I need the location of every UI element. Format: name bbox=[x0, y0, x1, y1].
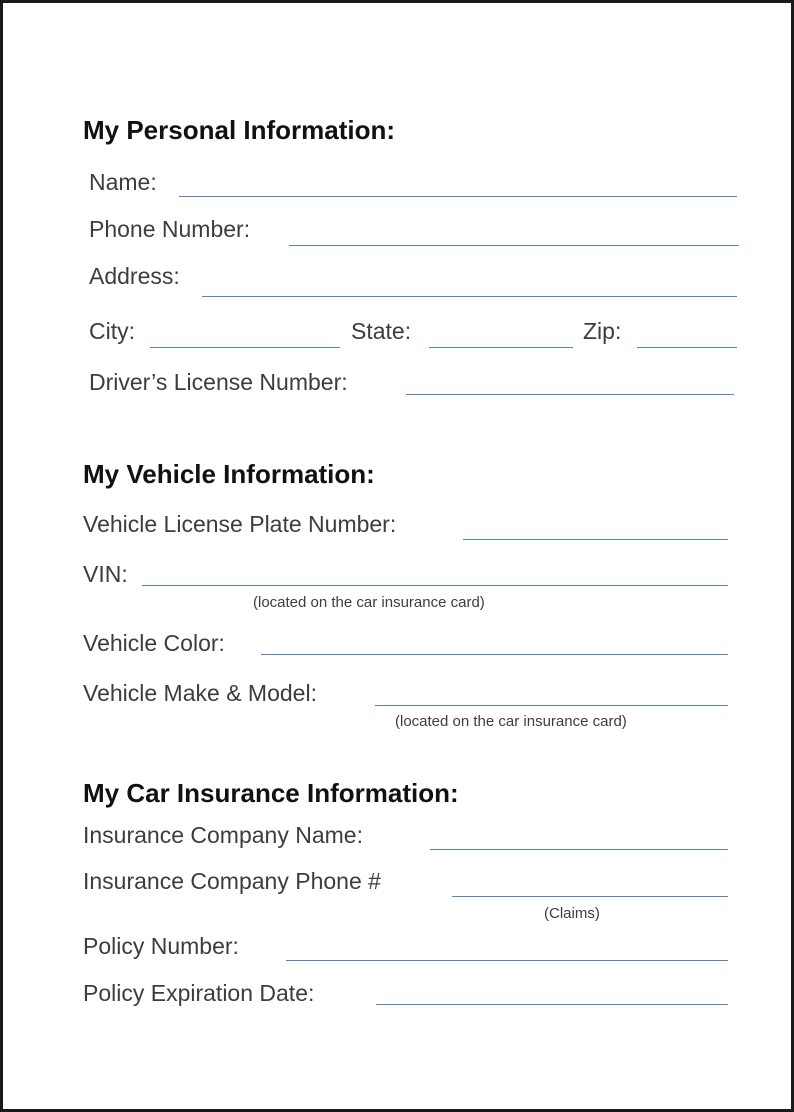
make-model-label: Vehicle Make & Model: bbox=[83, 680, 317, 706]
vehicle-color-label: Vehicle Color: bbox=[83, 630, 225, 656]
claims-note: (Claims) bbox=[544, 905, 600, 922]
insurance-company-name-label: Insurance Company Name: bbox=[83, 822, 363, 848]
drivers-license-field[interactable] bbox=[406, 394, 734, 395]
policy-expiration-field[interactable] bbox=[376, 1004, 728, 1005]
insurance-company-phone-field[interactable] bbox=[452, 896, 728, 897]
insurance-company-phone-label: Insurance Company Phone # bbox=[83, 868, 381, 894]
zip-field[interactable] bbox=[637, 347, 737, 348]
make-model-field[interactable] bbox=[375, 705, 728, 706]
make-model-note: (located on the car insurance card) bbox=[395, 713, 627, 730]
phone-number-field[interactable] bbox=[289, 245, 739, 246]
policy-expiration-label: Policy Expiration Date: bbox=[83, 980, 315, 1006]
personal-info-heading: My Personal Information: bbox=[83, 115, 396, 145]
name-field[interactable] bbox=[179, 196, 737, 197]
policy-number-field[interactable] bbox=[286, 960, 728, 961]
city-field[interactable] bbox=[150, 347, 340, 348]
vin-note: (located on the car insurance card) bbox=[253, 594, 485, 611]
vehicle-info-heading: My Vehicle Information: bbox=[83, 459, 375, 489]
zip-label: Zip: bbox=[583, 318, 622, 344]
state-field[interactable] bbox=[429, 347, 573, 348]
state-label: State: bbox=[351, 318, 412, 344]
license-plate-field[interactable] bbox=[463, 539, 728, 540]
vin-label: VIN: bbox=[83, 561, 128, 587]
policy-number-label: Policy Number: bbox=[83, 933, 239, 959]
insurance-company-name-field[interactable] bbox=[430, 849, 728, 850]
name-label: Name: bbox=[89, 169, 157, 195]
drivers-license-label: Driver’s License Number: bbox=[89, 369, 348, 395]
city-label: City: bbox=[89, 318, 135, 344]
vin-field[interactable] bbox=[142, 585, 728, 586]
insurance-info-heading: My Car Insurance Information: bbox=[83, 778, 459, 808]
address-field[interactable] bbox=[202, 296, 737, 297]
license-plate-label: Vehicle License Plate Number: bbox=[83, 511, 397, 537]
phone-number-label: Phone Number: bbox=[89, 216, 251, 242]
vehicle-color-field[interactable] bbox=[261, 654, 728, 655]
address-label: Address: bbox=[89, 263, 180, 289]
